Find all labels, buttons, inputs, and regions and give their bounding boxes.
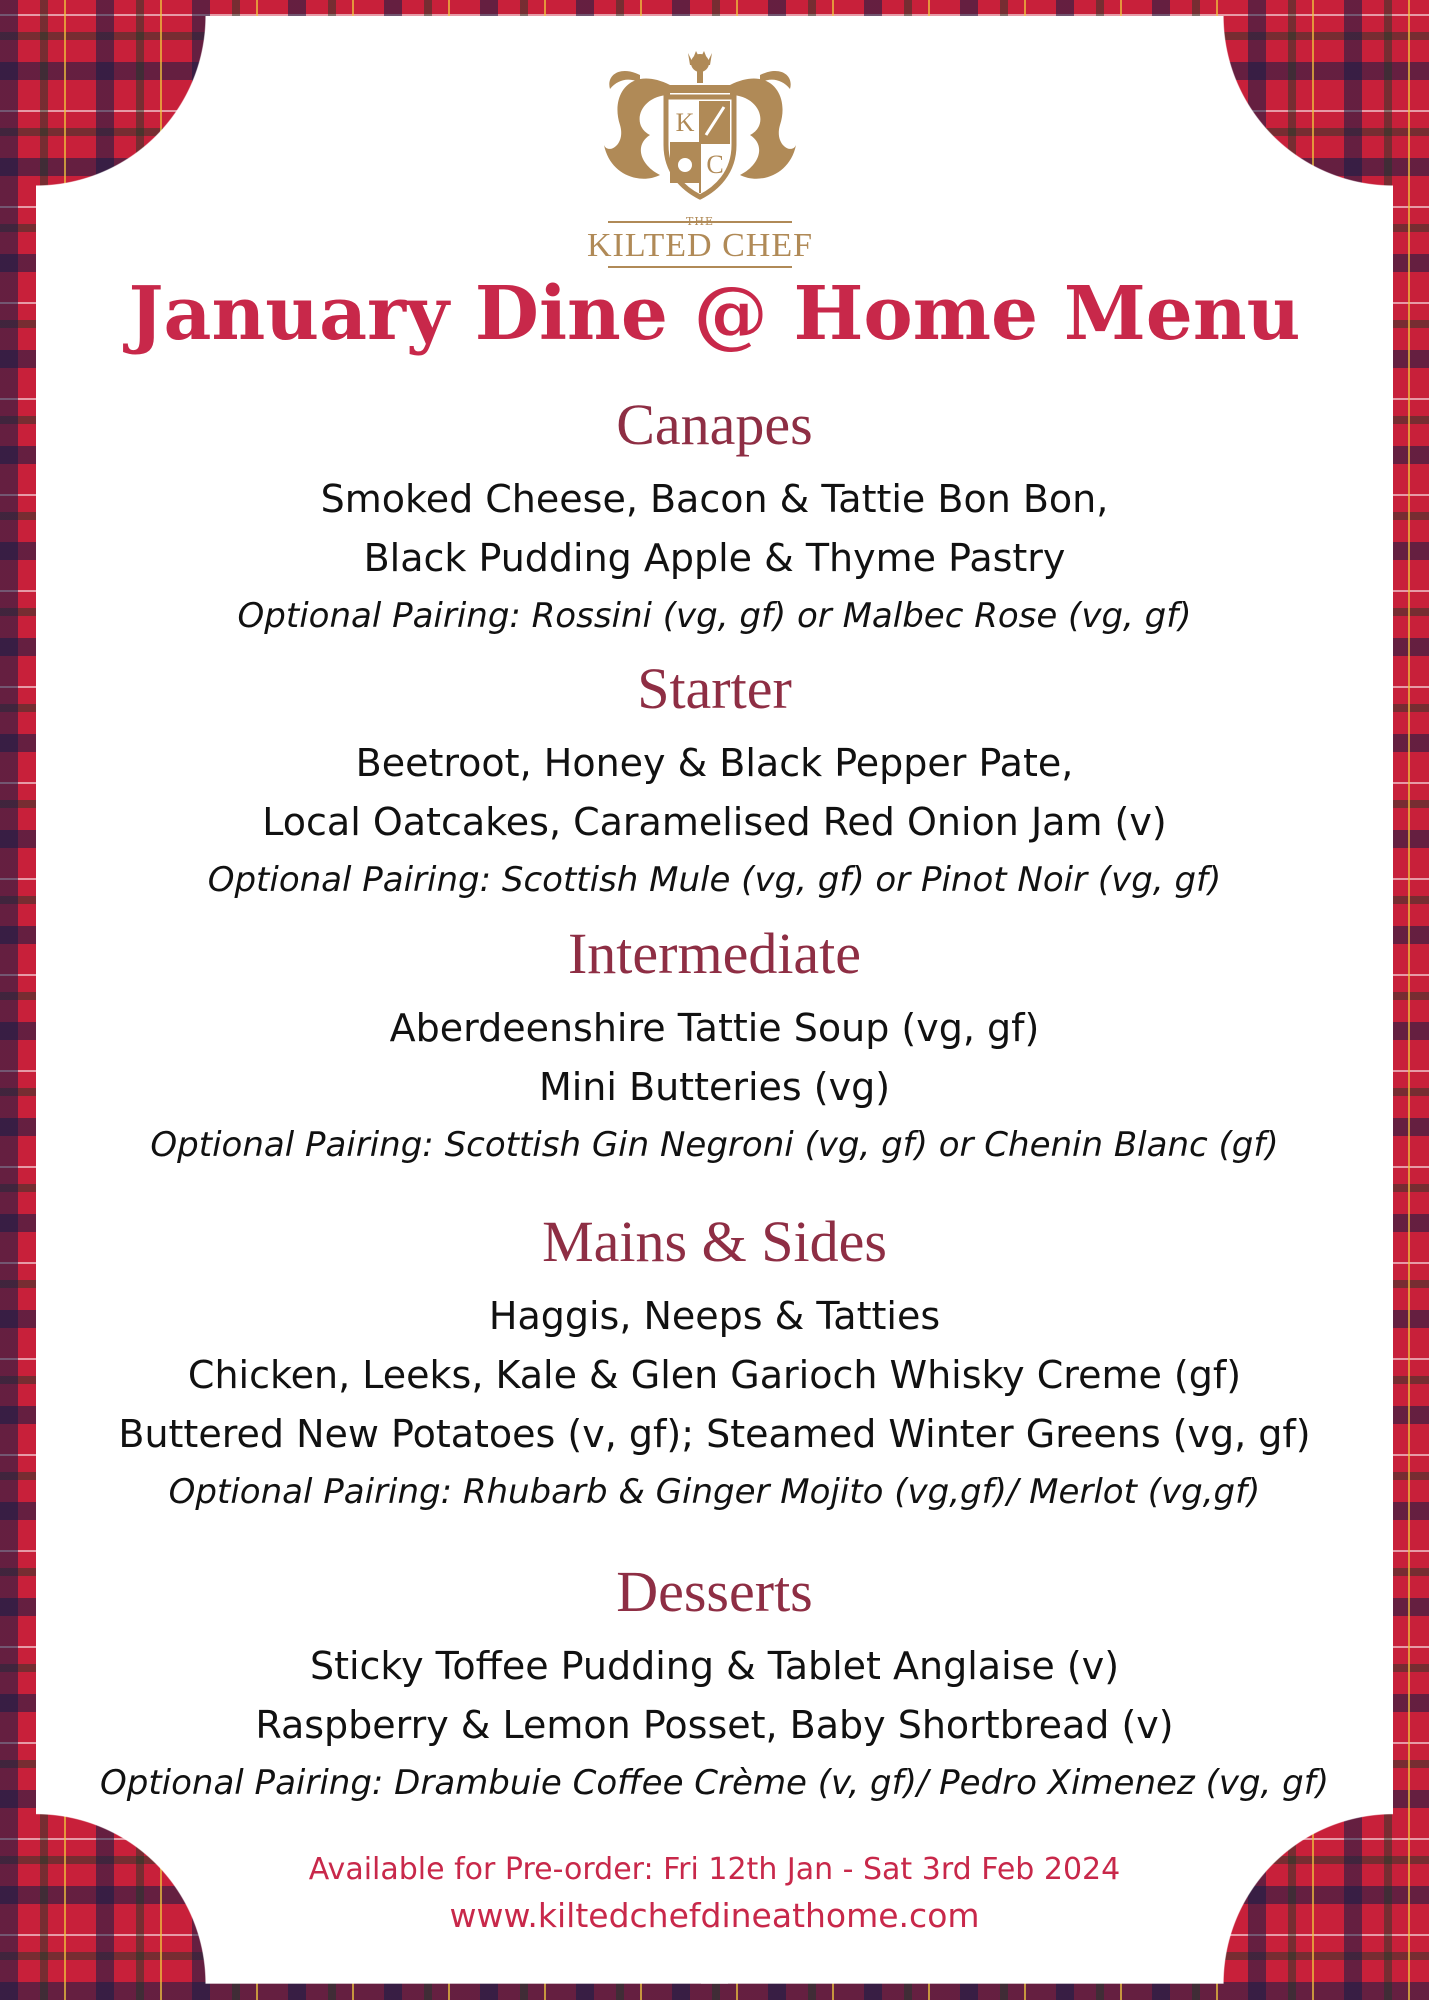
availability-note: Available for Pre-order: Fri 12th Jan - Sat 3rd Feb 2024: [308, 1852, 1121, 1887]
menu-item: Buttered New Potatoes (v, gf); Steamed Winter Greens (vg, gf): [118, 1412, 1311, 1456]
kilted-chef-logo: [570, 45, 830, 273]
section-mains-sides: [40, 1209, 1389, 1521]
menu-item: Haggis, Neeps & Tatties: [488, 1294, 941, 1338]
menu-item: Beetroot, Honey & Black Pepper Pate,: [355, 741, 1074, 785]
pairing-note: Optional Pairing: Rhubarb & Ginger Mojito (vg,gf)/ Merlot (vg,gf): [168, 1472, 1261, 1512]
pairing-note: Optional Pairing: Scottish Mule (vg, gf) or Pinot Noir (vg, gf): [207, 860, 1222, 900]
section-heading: Starter: [637, 656, 792, 721]
crest-icon: [600, 45, 800, 215]
section-heading: Canapes: [616, 392, 813, 457]
menu-item: Smoked Cheese, Bacon & Tattie Bon Bon,: [320, 477, 1109, 521]
menu-item: Raspberry & Lemon Posset, Baby Shortbread (v): [255, 1703, 1174, 1747]
menu-item: Sticky Toffee Pudding & Tablet Anglaise (v): [309, 1644, 1120, 1688]
section-intermediate: [40, 921, 1389, 1174]
menu-item: Chicken, Leeks, Kale & Glen Garioch Whisky Creme (gf): [187, 1353, 1242, 1397]
section-heading: Desserts: [616, 1559, 813, 1624]
menu-item: Black Pudding Apple & Thyme Pastry: [363, 536, 1066, 580]
logo-wordmark: KILTED CHEF: [586, 227, 814, 264]
section-desserts: [40, 1559, 1389, 1812]
menu-item: Mini Butteries (vg): [538, 1065, 891, 1109]
logo-rule-bottom: [608, 266, 792, 268]
pairing-note: Optional Pairing: Rossini (vg, gf) or Malbec Rose (vg, gf): [237, 596, 1192, 636]
pairing-note: Optional Pairing: Scottish Gin Negroni (vg, gf) or Chenin Blanc (gf): [150, 1125, 1279, 1165]
menu-item: Local Oatcakes, Caramelised Red Onion Jam (v): [262, 800, 1167, 844]
monogram-k: K: [675, 108, 695, 137]
menu-item: Aberdeenshire Tattie Soup (vg, gf): [389, 1006, 1040, 1050]
section-heading: Mains & Sides: [542, 1209, 887, 1274]
pairing-note: Optional Pairing: Drambuie Coffee Crème (v, gf)/ Pedro Ximenez (vg, gf): [100, 1763, 1329, 1803]
logo-the: THE: [686, 215, 714, 228]
section-heading: Intermediate: [567, 921, 862, 986]
section-starter: [40, 656, 1389, 909]
monogram-c: C: [706, 150, 724, 179]
section-canapes: [40, 392, 1389, 645]
page-title: January Dine @ Home Menu: [128, 271, 1301, 357]
website-link[interactable]: www.kiltedchefdineathome.com: [449, 1896, 980, 1935]
